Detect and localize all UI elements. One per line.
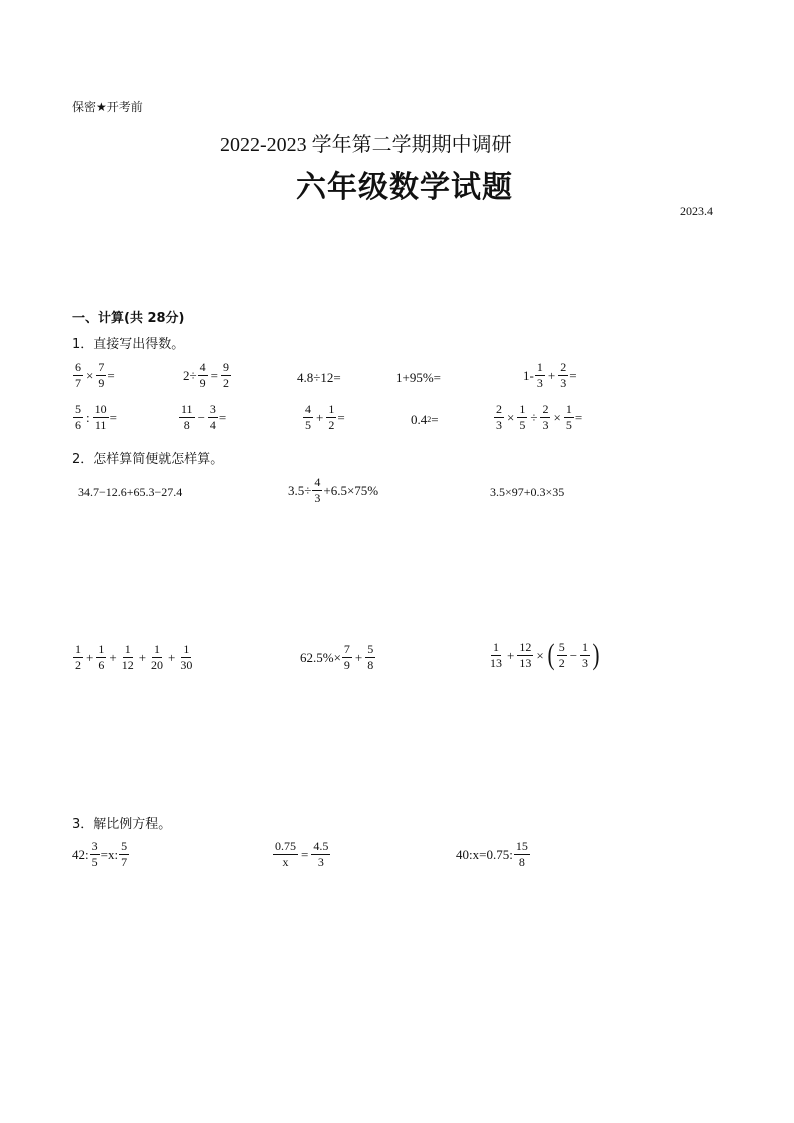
fraction: $\frac{1}{2}$ [75,642,81,672]
fraction: $\frac{5}{7}$ [121,839,128,869]
q1-item-g: $\frac{11}{8}$ − $\frac{3}{4}$ = [181,402,227,432]
fraction: $\frac{1}{5}$ [519,402,526,432]
q2-item-b: 3.5÷ $\frac{4}{3}$ +6.5×75% [288,475,379,505]
right-paren: ) [592,638,600,671]
question-1-label: 1．直接写出得数。 [72,337,185,352]
fraction: $\frac{7}{9}$ [98,360,105,390]
q1-item-i: 0.4 2 = [411,412,439,427]
fraction: $\frac{3}{5}$ [91,839,98,869]
exam-subtitle: 2022-2023 学年第二学期期中调研 [220,134,512,156]
fraction: $\frac{9}{2}$ [222,360,229,390]
confidential-label: 保密★开考前 [72,100,143,114]
fraction: $\frac{1}{30}$ [180,642,193,672]
fraction: $\frac{1}{12}$ [121,642,134,672]
q2-item-a: 34.7−12.6+65.3−27.4 [78,485,183,499]
section-heading: 一、计算(共 28分) [72,311,185,326]
q1-item-e: 1- $\frac{1}{3}$ + $\frac{2}{3}$ = [523,360,577,390]
fraction: $\frac{7}{9}$ [343,642,350,672]
question-3-label: 3．解比例方程。 [72,817,172,832]
q2-item-d: $\frac{1}{2}$ + $\frac{1}{6}$ + $\frac{1}{12}$ + $\frac{1}{20}$ + $\frac{1}{30}$ [75,642,193,672]
fraction: $\frac{4.5}{3}$ [313,839,329,869]
fraction: $\frac{4}{3}$ [314,475,321,505]
fraction: $\frac{0.75}{x}$ [275,839,296,869]
fraction: $\frac{6}{7}$ [75,360,81,390]
q1-item-h: $\frac{4}{5}$ + $\frac{1}{2}$ = [305,402,345,432]
fraction: $\frac{1}{2}$ [328,402,335,432]
fraction: $\frac{4}{9}$ [199,360,206,390]
fraction: $\frac{10}{11}$ [94,402,107,432]
fraction: $\frac{11}{8}$ [181,402,193,432]
left-paren: ( [547,638,555,671]
fraction: $\frac{1}{5}$ [565,402,572,432]
fraction: $\frac{2}{3}$ [496,402,502,432]
q2-item-c: 3.5×97+0.3×35 [490,485,565,499]
q3-item-b: $\frac{0.75}{x}$ = $\frac{4.5}{3}$ [275,839,329,869]
q3-item-c: 40:x=0.75: $\frac{15}{8}$ [456,839,528,869]
question-2-label: 2．怎样算简便就怎样算。 [72,452,224,467]
fraction: $\frac{1}{3}$ [582,639,589,670]
fraction: $\frac{2}{3}$ [560,360,567,390]
fraction: $\frac{1}{6}$ [98,642,105,672]
fraction: $\frac{12}{13}$ [519,639,532,670]
fraction: $\frac{1}{3}$ [536,360,543,390]
q1-item-a: $\frac{6}{7}$ × $\frac{7}{9}$ = [75,360,115,390]
q2-item-e: 62.5%× $\frac{7}{9}$ + $\frac{5}{8}$ [300,642,374,672]
fraction: $\frac{1}{20}$ [151,642,164,672]
exam-date: 2023.4 [680,204,713,218]
q1-item-f: $\frac{5}{6}$ : $\frac{10}{11}$ = [75,402,117,432]
fraction: $\frac{5}{6}$ [75,402,81,432]
fraction: $\frac{4}{5}$ [305,402,311,432]
fraction: $\frac{2}{3}$ [542,402,549,432]
fraction: $\frac{1}{13}$ [490,639,502,670]
exam-title: 六年级数学试题 [296,171,513,204]
fraction: $\frac{15}{8}$ [515,839,528,869]
q2-item-f: $\frac{1}{13}$ + $\frac{12}{13}$ × ( $\frac{5}{2}$ − $\frac{1}{3}$ ) [490,638,600,671]
q1-item-j: $\frac{2}{3}$ × $\frac{1}{5}$ ÷ $\frac{2}{3}$ × $\frac{1}{5}$ = [496,402,583,432]
q3-item-a: 42: $\frac{3}{5}$ =x: $\frac{5}{7}$ [72,839,128,869]
q1-item-c: 4.8÷12= [297,370,341,385]
fraction: $\frac{3}{4}$ [209,402,216,432]
fraction: $\frac{5}{2}$ [558,639,565,670]
q1-item-d: 1+95%= [396,370,441,385]
q1-item-b: 2÷ $\frac{4}{9}$ = $\frac{9}{2}$ [183,360,229,390]
fraction: $\frac{5}{8}$ [367,642,374,672]
